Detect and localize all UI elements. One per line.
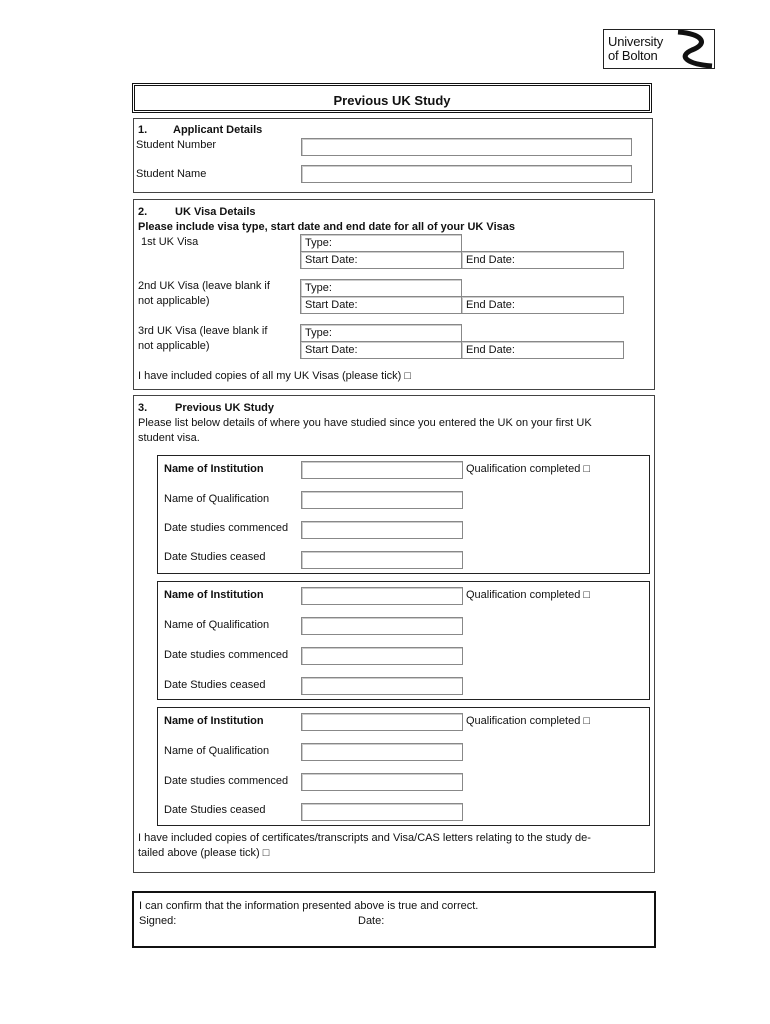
qualification-label: Name of Qualification [164,619,270,631]
visa1-start-date-field[interactable] [300,251,462,269]
logo-text-line1: University [608,34,664,49]
qualification-completed-checkbox[interactable]: Qualification completed □ [466,463,591,475]
commenced-label: Date studies commenced [164,649,289,661]
section2-heading: UK Visa Details [175,206,256,218]
section3-number: 3. [138,402,148,414]
commenced-label: Date studies commenced [164,522,289,534]
visa3-label-line1: 3rd UK Visa (leave blank if [138,325,268,337]
section1-number: 1. [138,124,148,136]
visa3-end-date-field[interactable] [461,341,624,359]
institution-field[interactable] [301,461,463,479]
qualification-field[interactable] [301,743,463,761]
commenced-label: Date studies commenced [164,775,289,787]
study-block [157,581,650,700]
ceased-label: Date Studies ceased [164,551,266,563]
visa2-type-label: Type: [305,282,332,294]
commenced-field[interactable] [301,647,463,665]
signed-label: Signed: [139,915,177,927]
section-uk-visa-details [133,199,655,390]
commenced-field[interactable] [301,521,463,539]
institution-field[interactable] [301,587,463,605]
visa2-type-field[interactable] [300,279,462,297]
declaration-statement: I can confirm that the information presented above is true and correct. [139,900,479,912]
section3-instruction-line2: student visa. [138,432,200,444]
institution-label: Name of Institution [164,463,264,475]
commenced-field[interactable] [301,773,463,791]
qualification-field[interactable] [301,617,463,635]
student-name-label: Student Name [136,168,207,180]
visa3-start-label: Start Date: [305,344,358,356]
date-label: Date: [358,915,385,927]
visa3-end-label: End Date: [466,344,515,356]
section-previous-uk-study [133,395,655,873]
logo-swoosh-icon [674,30,714,68]
section3-instruction-line1: Please list below details of where you have studied since you entered the UK on your first UK [138,417,592,429]
visa1-end-label: End Date: [466,254,515,266]
student-number-field[interactable] [301,138,632,156]
visa1-start-label: Start Date: [305,254,358,266]
qualification-completed-checkbox[interactable]: Qualification completed □ [466,715,591,727]
section1-heading: Applicant Details [173,124,263,136]
qualification-completed-checkbox[interactable]: Qualification completed □ [466,589,591,601]
visa1-label: 1st UK Visa [141,236,199,248]
ceased-field[interactable] [301,551,463,569]
visa2-label-line2: not applicable) [138,295,210,307]
visa3-start-date-field[interactable] [300,341,462,359]
section3-heading: Previous UK Study [175,402,275,414]
qualification-label: Name of Qualification [164,745,270,757]
visa3-label-line2: not applicable) [138,340,210,352]
study-block [157,707,650,826]
title-box [132,83,652,113]
visa-copies-checkbox[interactable]: I have included copies of all my UK Visas (please tick) □ [138,370,412,382]
visa2-end-date-field[interactable] [461,296,624,314]
student-name-field[interactable] [301,165,632,183]
study-block [157,455,650,574]
visa2-start-date-field[interactable] [300,296,462,314]
qualification-label: Name of Qualification [164,493,270,505]
visa3-type-label: Type: [305,327,332,339]
institution-label: Name of Institution [164,715,264,727]
visa3-type-field[interactable] [300,324,462,342]
institution-field[interactable] [301,713,463,731]
section-applicant-details [133,118,653,193]
student-number-label: Student Number [136,139,217,151]
ceased-field[interactable] [301,803,463,821]
declaration-box [132,891,656,948]
section2-number: 2. [138,206,148,218]
study-copies-checkbox-line1[interactable]: I have included copies of certificates/transcripts and Visa/CAS letters relating to the study de- [138,832,591,844]
logo-text-line2: of Bolton [608,48,658,63]
visa2-label-line1: 2nd UK Visa (leave blank if [138,280,270,292]
visa1-type-label: Type: [305,237,332,249]
ceased-label: Date Studies ceased [164,804,266,816]
visa1-end-date-field[interactable] [461,251,624,269]
section2-instruction: Please include visa type, start date and end date for all of your UK Visas [138,221,515,233]
visa1-type-field[interactable] [300,234,462,252]
institution-label: Name of Institution [164,589,264,601]
ceased-field[interactable] [301,677,463,695]
qualification-field[interactable] [301,491,463,509]
ceased-label: Date Studies ceased [164,679,266,691]
page-title: Previous UK Study [333,93,451,108]
university-logo [603,29,715,69]
visa2-start-label: Start Date: [305,299,358,311]
visa2-end-label: End Date: [466,299,515,311]
study-copies-checkbox-line2[interactable]: tailed above (please tick) □ [138,847,270,859]
